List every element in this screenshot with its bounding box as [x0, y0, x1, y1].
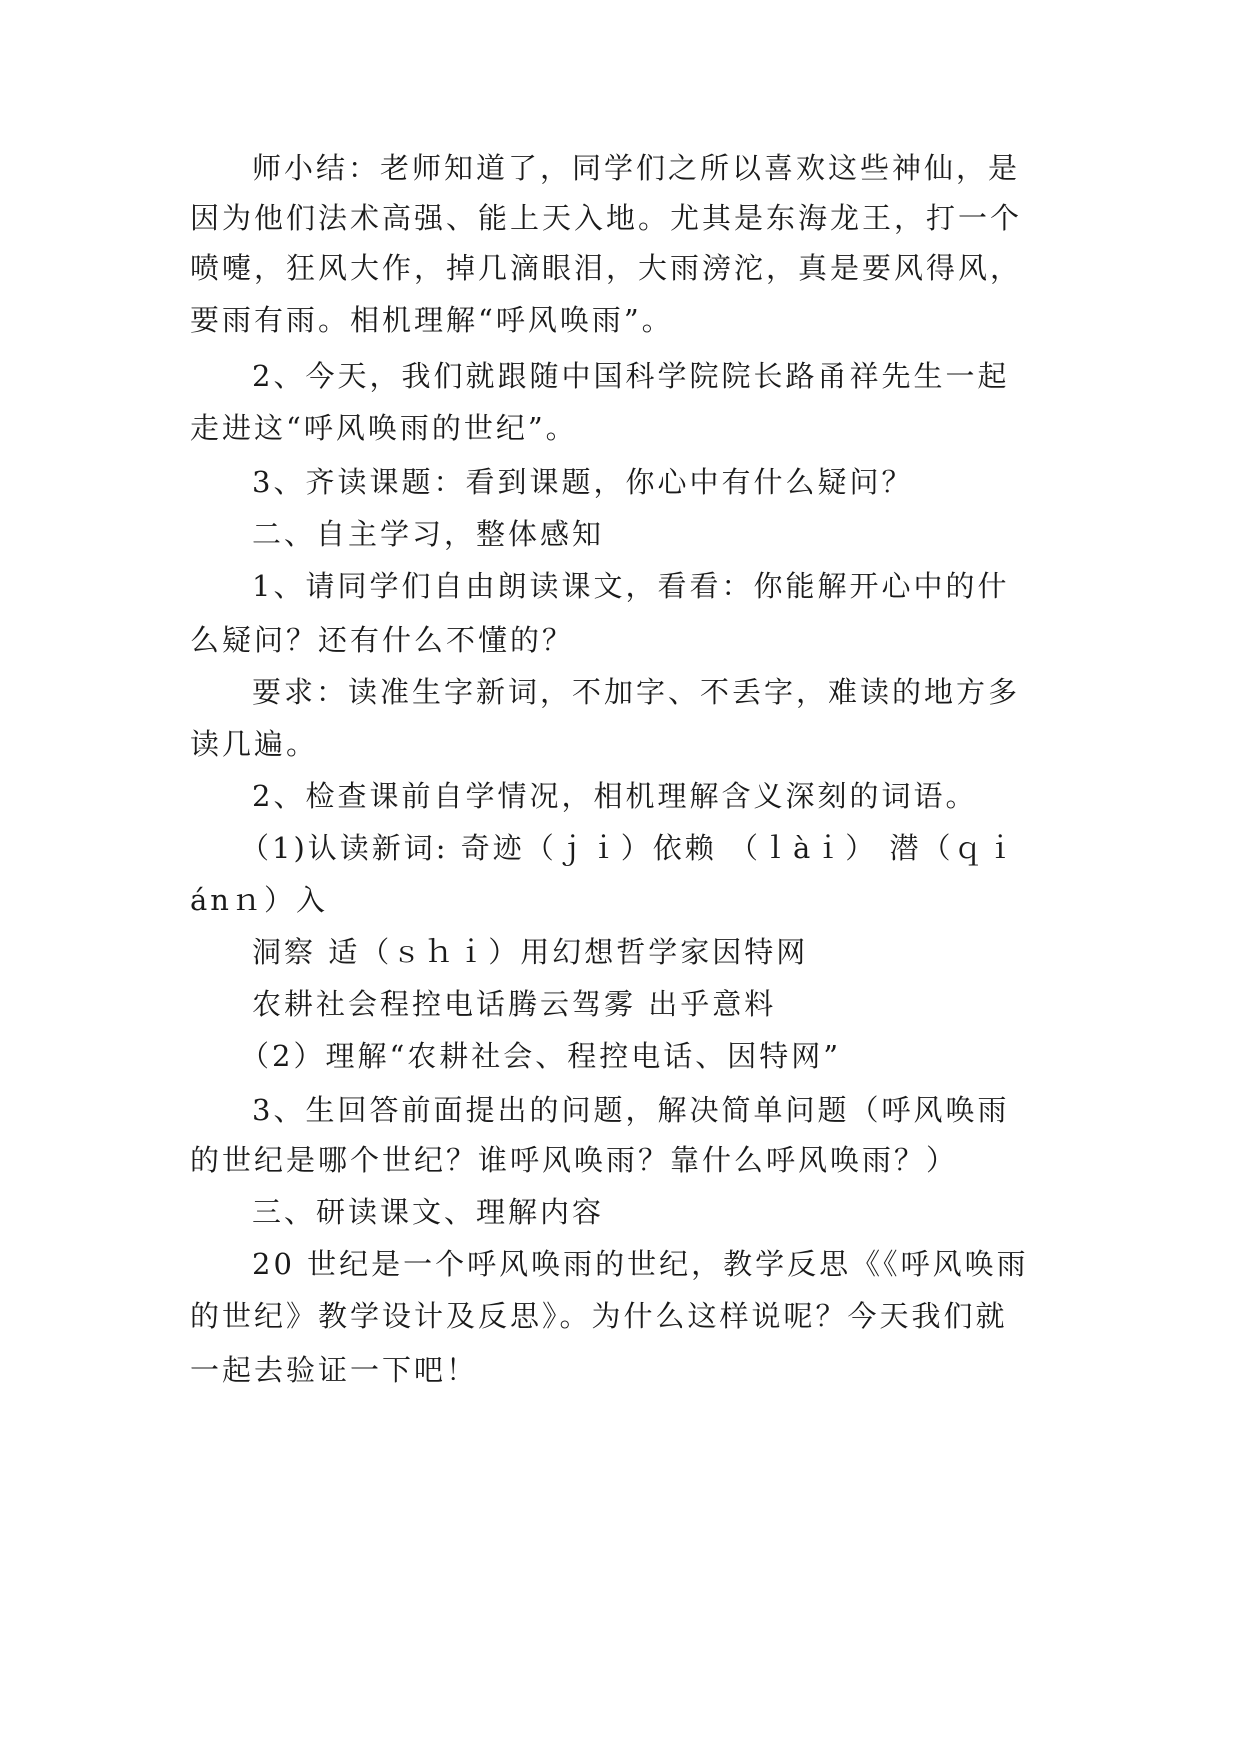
paragraph-line: 要求：读准生字新词，不加字、不丢字，难读的地方多	[252, 675, 1021, 709]
paragraph-line: 因为他们法术高强、能上天入地。尤其是东海龙王，打一个	[190, 201, 1023, 235]
section-heading: 三、研读课文、理解内容	[252, 1195, 605, 1229]
vocabulary-line: 农耕社会程控电话腾云驾雾 出乎意料	[252, 987, 777, 1021]
paragraph-line: 么疑问？还有什么不懂的？	[190, 623, 575, 657]
paragraph-line: 师小结：老师知道了，同学们之所以喜欢这些神仙，是	[252, 151, 1021, 185]
paragraph-line: 1、请同学们自由朗读课文，看看：你能解开心中的什	[252, 569, 1010, 603]
paragraph-line: 2、今天，我们就跟随中国科学院院长路甬祥先生一起	[252, 359, 1010, 393]
paragraph-line: 的世纪》教学设计及反思》。为什么这样说呢？今天我们就	[190, 1299, 1008, 1333]
paragraph-line: 的世纪是哪个世纪？谁呼风唤雨？靠什么呼风唤雨？）	[190, 1143, 959, 1177]
paragraph-line: 3、生回答前面提出的问题，解决简单问题（呼风唤雨	[252, 1093, 1010, 1127]
vocabulary-line: 洞察 适（ｓｈｉ）用幻想哲学家因特网	[252, 935, 809, 969]
paragraph-line: ánｎ）入	[190, 883, 328, 917]
paragraph-line: 20 世纪是一个呼风唤雨的世纪，教学反思《《呼风唤雨	[252, 1247, 1029, 1281]
paragraph-line: （2）理解“农耕社会、程控电话、因特网”	[240, 1039, 842, 1073]
paragraph-line: 喷嚏，狂风大作，掉几滴眼泪，大雨滂沱，真是要风得风，	[190, 251, 1023, 285]
paragraph-line: 3、齐读课题：看到课题，你心中有什么疑问？	[252, 465, 914, 499]
paragraph-line: 一起去验证一下吧！	[190, 1353, 479, 1387]
paragraph-line: （1)认读新词: 奇迹（ｊｉ）依赖 （ｌàｉ） 潜（ｑｉ	[240, 831, 1018, 865]
paragraph-line: 2、检查课前自学情况，相机理解含义深刻的词语。	[252, 779, 978, 813]
paragraph-line: 走进这“呼风唤雨的世纪”。	[190, 411, 578, 445]
section-heading: 二、自主学习，整体感知	[252, 517, 605, 551]
paragraph-line: 要雨有雨。相机理解“呼风唤雨”。	[190, 303, 674, 337]
paragraph-line: 读几遍。	[190, 727, 319, 761]
